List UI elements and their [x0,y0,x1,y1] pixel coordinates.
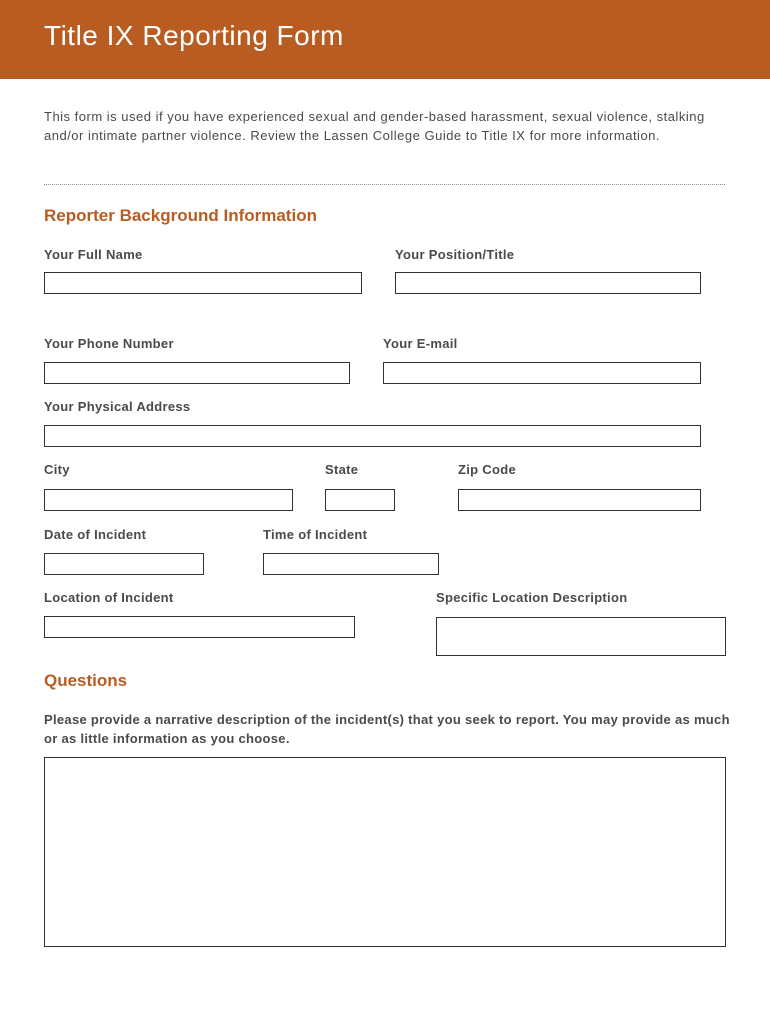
page-title: Title IX Reporting Form [44,20,344,51]
phone-input[interactable] [44,362,350,384]
narrative-label: Please provide a narrative description of the incident(s) that you seek to report. You may provide as much or as little information as you choose. [44,712,730,746]
full-name-input[interactable] [44,272,362,294]
dotted-divider [44,184,725,185]
location-label: Location of Incident [44,590,174,605]
state-input[interactable] [325,489,395,511]
email-label: Your E-mail [383,336,458,351]
zip-input[interactable] [458,489,701,511]
intro-text: This form is used if you have experienced sexual and gender-based harassment, sexual violence, stalking and/or intimate partner violence. Review the Lassen College Guide to Title IX for more information. [44,109,705,143]
specific-location-input[interactable] [436,617,726,656]
email-input[interactable] [383,362,701,384]
position-title-input[interactable] [395,272,701,294]
date-input[interactable] [44,553,204,575]
reporter-section-title: Reporter Background Information [44,206,317,225]
location-input[interactable] [44,616,355,638]
date-label: Date of Incident [44,527,147,542]
header-banner [0,0,770,79]
city-label: City [44,462,70,477]
zip-label: Zip Code [458,462,517,477]
city-input[interactable] [44,489,293,511]
questions-section-title: Questions [44,671,128,690]
specific-location-label: Specific Location Description [436,590,628,605]
address-input[interactable] [44,425,701,447]
full-name-label: Your Full Name [44,247,143,262]
state-label: State [325,462,359,477]
address-label: Your Physical Address [44,399,191,414]
time-label: Time of Incident [263,527,368,542]
position-title-label: Your Position/Title [395,247,515,262]
narrative-textarea[interactable] [44,757,726,947]
phone-label: Your Phone Number [44,336,174,351]
time-input[interactable] [263,553,439,575]
